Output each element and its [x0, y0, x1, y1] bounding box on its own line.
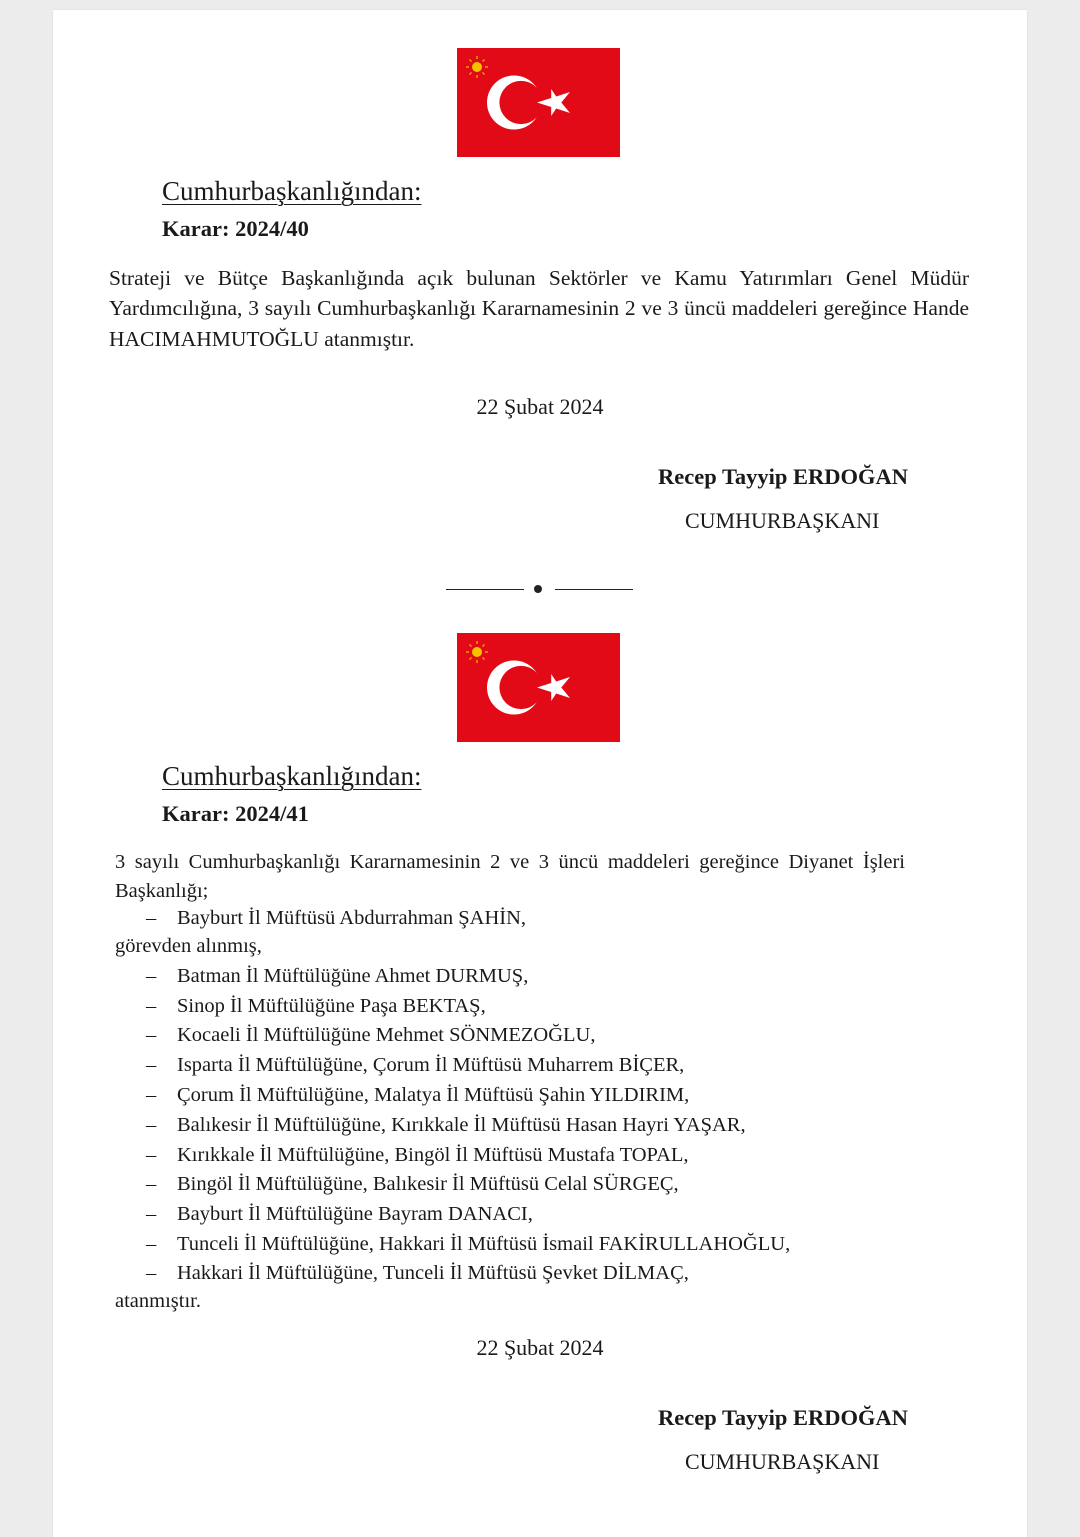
appointment-text: Çorum İl Müftülüğüne, Malatya İl Müftüsü Şahin YILDIRIM,: [177, 1084, 690, 1106]
separator-dot: [534, 585, 542, 593]
list-dash: –: [146, 1173, 157, 1195]
appointment-item: [146, 1114, 746, 1137]
decision-number: Karar: 2024/40: [162, 216, 309, 241]
decision-body: Strateji ve Bütçe Başkanlığında açık bulunan Sektörler ve Kamu Yatırımları Genel Müdür Yardımcılığına, 3 sayılı Cumhurbaşkanlığı Kararnamesinin 2 ve 3 üncü maddeleri gereğince Hande HACIMAHMUTOĞLU atanmıştır.: [109, 266, 969, 351]
list-dash: –: [146, 907, 157, 929]
appointment-text: Isparta İl Müftülüğüne, Çorum İl Müftüsü Muharrem BİÇER,: [177, 1054, 685, 1076]
signatory-title: CUMHURBAŞKANI: [685, 508, 880, 533]
list-dash: –: [146, 1262, 157, 1284]
list-dash: –: [146, 1054, 157, 1076]
turkish-flag-icon: [457, 633, 620, 742]
decision-date: 22 Şubat 2024: [476, 1335, 604, 1360]
appointment-text: Tunceli İl Müftülüğüne, Hakkari İl Müftüsü İsmail FAKİRULLAHOĞLU,: [177, 1233, 791, 1255]
appointment-item: [146, 1233, 790, 1256]
appointment-item: [146, 1203, 533, 1226]
appointment-text: Bayburt İl Müftülüğüne Bayram DANACI,: [177, 1203, 533, 1225]
appointment-item: [146, 1144, 689, 1167]
appointment-text: Batman İl Müftülüğüne Ahmet DURMUŞ,: [177, 965, 529, 987]
signatory-name: Recep Tayyip ERDOĞAN: [658, 464, 909, 489]
appointment-item: [146, 1173, 679, 1196]
decision-number: Karar: 2024/41: [162, 801, 309, 826]
appointment-item: [146, 965, 528, 988]
appointment-item: [146, 1054, 684, 1077]
list-dash: –: [146, 1024, 157, 1046]
decision-closing: atanmıştır.: [115, 1290, 201, 1312]
appointment-text: Hakkari İl Müftülüğüne, Tunceli İl Müftüsü Şevket DİLMAÇ,: [177, 1262, 689, 1284]
list-dash: –: [146, 965, 157, 987]
appointment-item: [146, 995, 486, 1018]
appointment-text: Balıkesir İl Müftülüğüne, Kırıkkale İl Müftüsü Hasan Hayri YAŞAR,: [177, 1114, 746, 1136]
decision-intro: 3 sayılı Cumhurbaşkanlığı Kararnamesinin 2 ve 3 üncü maddeleri gereğince Diyanet İşleri Başkanlığı;: [115, 851, 905, 902]
removed-item-text: Bayburt İl Müftüsü Abdurrahman ŞAHİN,: [177, 907, 527, 929]
turkish-flag-icon: [457, 48, 620, 157]
list-dash: –: [146, 1233, 157, 1255]
signatory-title: CUMHURBAŞKANI: [685, 1449, 880, 1474]
separator-line-right: [555, 589, 633, 590]
appointment-text: Bingöl İl Müftülüğüne, Balıkesir İl Müftüsü Celal SÜRGEÇ,: [177, 1173, 679, 1195]
appointment-item: [146, 1084, 689, 1107]
document-page: [53, 10, 1027, 1537]
appointment-text: Kırıkkale İl Müftülüğüne, Bingöl İl Müftüsü Mustafa TOPAL,: [177, 1144, 689, 1166]
list-dash: –: [146, 1144, 157, 1166]
decision-heading: Cumhurbaşkanlığından:: [162, 761, 422, 791]
list-dash: –: [146, 995, 157, 1017]
decision-date: 22 Şubat 2024: [476, 394, 604, 419]
list-dash: –: [146, 1114, 157, 1136]
separator-line-left: [446, 589, 524, 590]
appointment-text: Kocaeli İl Müftülüğüne Mehmet SÖNMEZOĞLU,: [177, 1024, 596, 1046]
section-separator: [446, 580, 633, 596]
signatory-name: Recep Tayyip ERDOĞAN: [658, 1405, 909, 1430]
appointment-item: [146, 1024, 595, 1047]
list-dash: –: [146, 1084, 157, 1106]
list-dash: –: [146, 1203, 157, 1225]
decision-heading: Cumhurbaşkanlığından:: [162, 176, 422, 206]
removed-suffix: görevden alınmış,: [115, 935, 262, 957]
appointment-item: [146, 1262, 689, 1285]
appointment-text: Sinop İl Müftülüğüne Paşa BEKTAŞ,: [177, 995, 486, 1017]
removed-item: [146, 907, 526, 930]
